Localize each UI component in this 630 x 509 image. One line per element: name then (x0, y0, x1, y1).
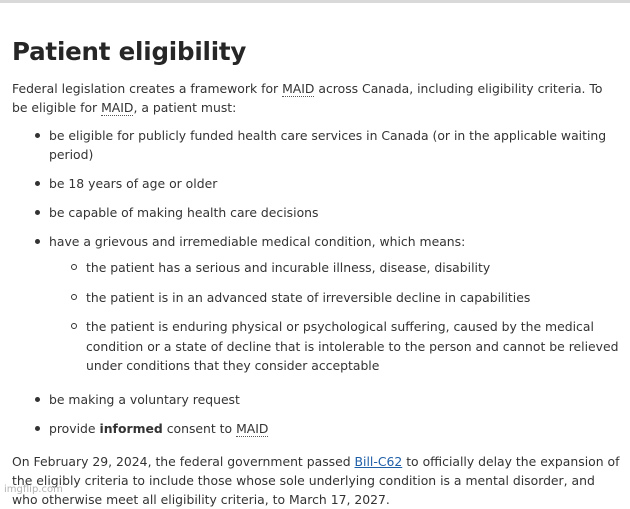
page-title: Patient eligibility (12, 37, 247, 66)
criteria-item-consent (12, 419, 620, 438)
intro-text-3: , a patient must: (133, 100, 237, 115)
top-border (0, 0, 630, 3)
intro-text-2: across Canada, including eligibility criteria. To be eligible for (12, 81, 603, 115)
maid-abbreviation[interactable]: MAID (101, 100, 134, 115)
eligibility-criteria-list (12, 126, 620, 438)
imgflip-watermark: imgflip.com (4, 484, 63, 495)
informed-bold-text: informed (99, 420, 163, 436)
footer-text-1: On February 29, 2024, the federal government passed (12, 453, 355, 469)
footer-text-2: to officially delay the expansion of the eligibly criteria to include those whose sole underlying condition is a mental disorder, and who otherwise meet all eligibility criteria, to March 17, 2027. (12, 453, 620, 507)
article-content (12, 36, 620, 509)
criteria-item: be making a voluntary request (12, 390, 620, 409)
consent-text-2: consent to (162, 420, 237, 436)
criteria-item-label: have a grievous and irremediable medical condition, which means: (49, 234, 466, 249)
maid-abbreviation[interactable]: MAID (236, 420, 269, 436)
maid-abbreviation[interactable]: MAID (282, 81, 315, 96)
consent-text-1: provide (49, 420, 100, 436)
criteria-item: be capable of making health care decisions (12, 203, 620, 222)
intro-paragraph (12, 79, 620, 117)
criteria-item-medical-condition (12, 232, 620, 376)
sub-criteria-item: the patient is enduring physical or psychological suffering, caused by the medical condition or a state of decline that is intolerable to the person and cannot be relieved under conditions that they consider acceptable (49, 317, 620, 376)
medical-condition-sublist (49, 258, 620, 376)
bill-c62-link[interactable]: Bill-C62 (354, 453, 403, 469)
intro-text-1: Federal legislation creates a framework for (12, 81, 283, 96)
criteria-item: be 18 years of age or older (12, 174, 620, 193)
sub-criteria-item: the patient is in an advanced state of irreversible decline in capabilities (49, 288, 620, 308)
criteria-item: be eligible for publicly funded health care services in Canada (or in the applicable waiting period) (12, 126, 620, 164)
sub-criteria-item: the patient has a serious and incurable illness, disease, disability (49, 258, 620, 278)
